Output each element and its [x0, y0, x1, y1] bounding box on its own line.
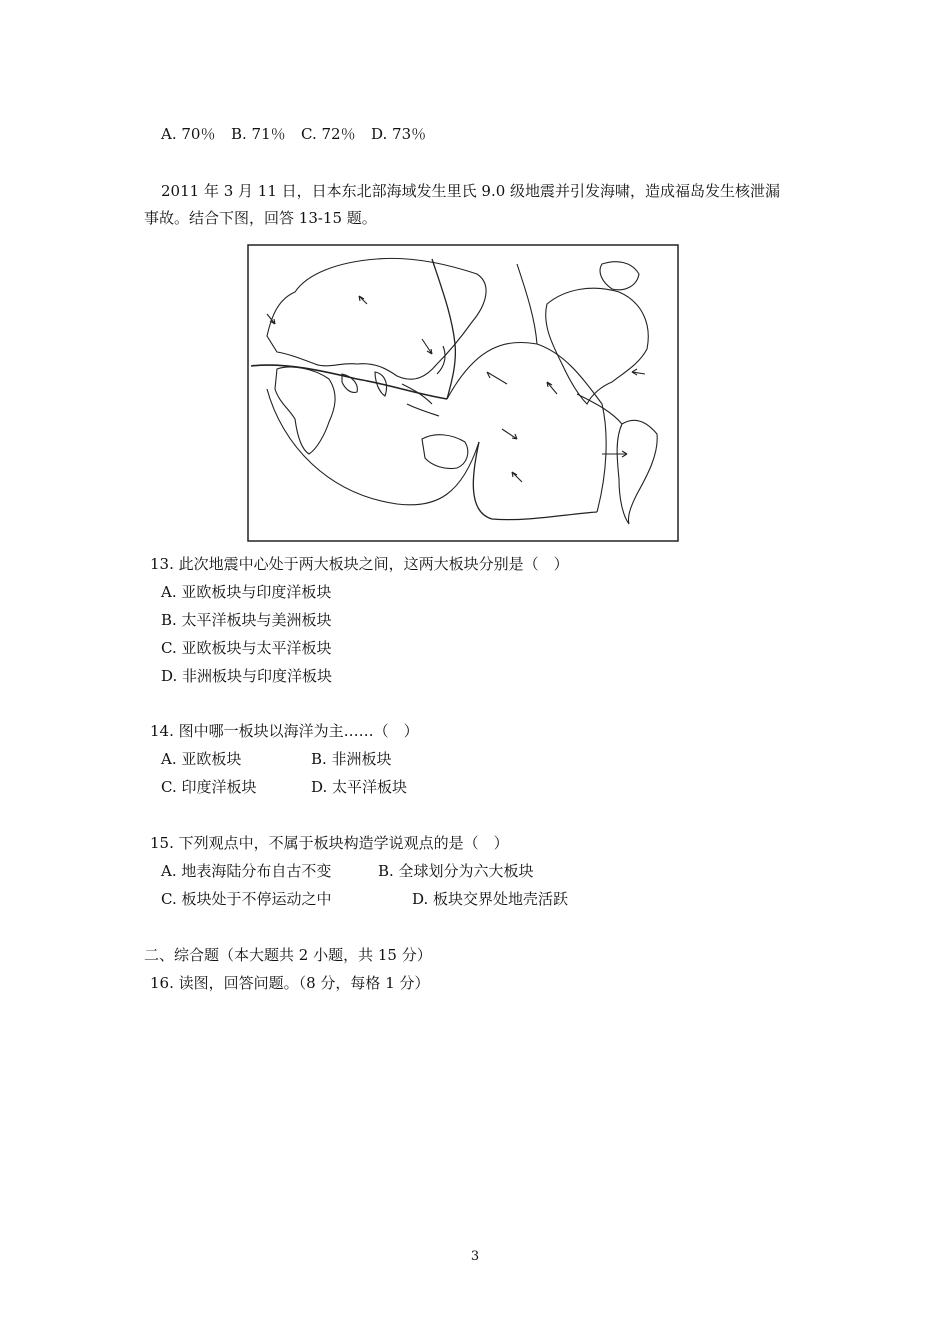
q15-stem: 15. 下列观点中，不属于板块构造学说观点的是（ ）: [150, 834, 509, 852]
q14-option-d: D. 太平洋板块: [311, 778, 408, 796]
q12-option-d: D. 73％: [371, 125, 427, 143]
q15-option-d: D. 板块交界处地壳活跃: [412, 890, 569, 908]
q12-option-b: B. 71％: [231, 125, 286, 143]
q14-option-b: B. 非洲板块: [311, 750, 392, 768]
q13-option-c: C. 亚欧板块与太平洋板块: [161, 639, 332, 657]
plate-tectonics-map: [247, 244, 679, 542]
q14-stem: 14. 图中哪一板块以海洋为主……（ ）: [150, 722, 419, 740]
q13-stem: 13. 此次地震中心处于两大板块之间，这两大板块分别是（ ）: [150, 555, 569, 573]
q14-option-a: A. 亚欧板块: [161, 750, 242, 768]
q15-option-c: C. 板块处于不停运动之中: [161, 890, 332, 908]
q16-stem: 16. 读图，回答问题。（8 分，每格 1 分）: [150, 974, 430, 992]
intro-line-1: 2011 年 3 月 11 日，日本东北部海域发生里氏 9.0 级地震并引发海啸，造成福岛发生核泄漏: [161, 182, 781, 200]
q14-option-c: C. 印度洋板块: [161, 778, 257, 796]
q13-option-d: D. 非洲板块与印度洋板块: [161, 667, 333, 685]
intro-line-2: 事故。结合下图，回答 13-15 题。: [144, 209, 377, 227]
q12-option-c: C. 72％: [301, 125, 356, 143]
q13-option-a: A. 亚欧板块与印度洋板块: [161, 583, 332, 601]
q13-option-b: B. 太平洋板块与美洲板块: [161, 611, 332, 629]
section-2-title: 二、综合题（本大题共 2 小题，共 15 分）: [144, 946, 432, 964]
q12-option-a: A. 70％: [161, 125, 216, 143]
page-number: 3: [470, 1249, 480, 1264]
q15-option-b: B. 全球划分为六大板块: [378, 862, 534, 880]
q15-option-a: A. 地表海陆分布自古不变: [161, 862, 332, 880]
